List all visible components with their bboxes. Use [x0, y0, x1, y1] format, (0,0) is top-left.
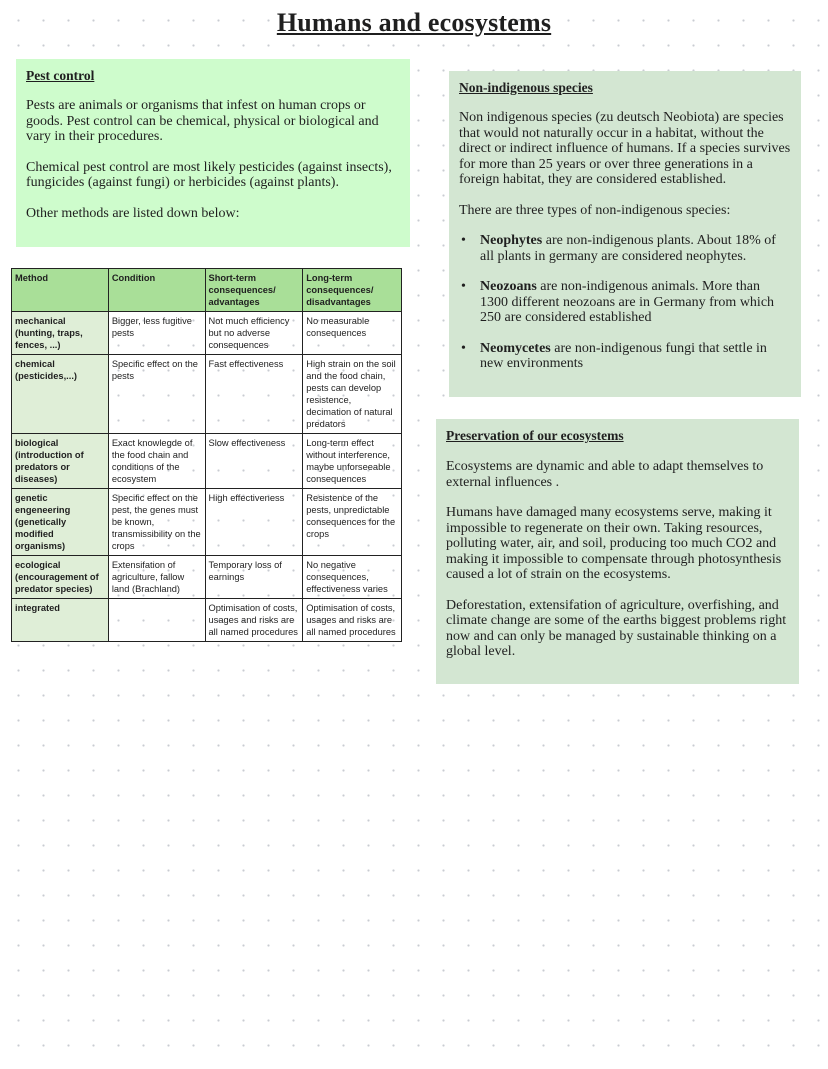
species-term: Neozoans [480, 279, 537, 294]
table-header-row [12, 269, 402, 312]
table-cell: Optimisation of costs, usages and risks are all named procedures [303, 599, 402, 642]
table-row [12, 434, 402, 489]
non-indigenous-paragraph: Non indigenous species (zu deutsch Neobiota) are species that would not naturally occur in a habitat, without the direct or indirect influence of humans. If a species survives for more than 25 years or over three generations in a foreign habitat, they are considered established. [459, 110, 791, 187]
table-cell: Exact knowlegde of the food chain and conditions of the ecosystem [108, 434, 205, 489]
table-cell: Slow effectiveness [205, 434, 303, 489]
non-indigenous-heading: Non-indigenous species [459, 80, 593, 95]
table-cell: Extensifation of agriculture, fallow land (Brachland) [108, 556, 205, 599]
pest-control-box [16, 59, 410, 247]
table-cell [108, 599, 205, 642]
method-cell: genetic engeneering (genetically modified organisms) [12, 489, 109, 556]
table-cell: Resistence of the pests, unpredictable consequences for the crops [303, 489, 402, 556]
table-cell: Long-term effect without interference, maybe unforseeable consequences [303, 434, 402, 489]
method-cell: mechanical (hunting, traps, fences, ...) [12, 312, 109, 355]
pest-control-paragraph: Other methods are listed down below: [26, 205, 240, 221]
page-title: Humans and ecosystems [276, 8, 552, 37]
table-cell: No negative consequences, effectiveness varies [303, 556, 402, 599]
method-cell: ecological (encouragement of predator species) [12, 556, 109, 599]
bullet-icon: • [461, 340, 466, 356]
list-item [459, 233, 791, 264]
bullet-icon: • [461, 279, 466, 294]
species-type-list [459, 233, 791, 372]
preservation-paragraph: Deforestation, extensifation of agriculture, overfishing, and climate change are some of the earths biggest problems right now and can only be managed by sustainable thinking on a global level. [446, 597, 787, 659]
table-cell: Bigger, less fugitive pests [108, 312, 205, 355]
table-cell: High effectiveness [205, 489, 303, 556]
table-cell: Fast effectiveness [205, 355, 303, 434]
table-row [12, 599, 402, 642]
table-cell: Optimisation of costs, usages and risks are all named procedures [205, 599, 303, 642]
table-header-cell: Long-term consequences/ disadvantages [303, 269, 402, 312]
method-cell: chemical (pesticides,...) [12, 355, 109, 434]
preservation-box [436, 419, 799, 684]
table-header-cell: Short-term consequences/ advantages [205, 269, 303, 312]
table-row [12, 556, 402, 599]
pest-control-methods-table [11, 268, 402, 642]
species-term: Neophytes [480, 233, 543, 248]
table-row [12, 355, 402, 434]
preservation-paragraph: Humans have damaged many ecosystems serve, making it impossible to regenerate on their own. Taking resources, polluting water, air, and soil, producing too much CO2 and making it impossible to compensate through photosynthesis caused a lot of strain on the ecosystems. [446, 505, 782, 582]
preservation-paragraph: Ecosystems are dynamic and able to adapt themselves to external influences . [446, 459, 764, 490]
table-header-cell: Method [12, 269, 109, 312]
list-item [459, 341, 791, 372]
list-item [459, 279, 791, 326]
table-row [12, 489, 402, 556]
bullet-icon: • [461, 233, 466, 248]
non-indigenous-species-box [449, 71, 801, 397]
species-description: are non-indigenous fungi that settle in new environments [480, 340, 767, 371]
species-description: are non-indigenous animals. More than 1300 different neozoans are in Germany from which 250 are considered established [480, 279, 775, 325]
species-description: are non-indigenous plants. About 18% of all plants in germany are considered neophytes. [480, 233, 776, 264]
non-indigenous-paragraph: There are three types of non-indigenous species: [459, 202, 731, 218]
table-cell: No measurable consequences [303, 312, 402, 355]
table-cell: Temporary loss of earnings [205, 556, 303, 599]
preservation-heading: Preservation of our ecosystems [446, 428, 624, 443]
table-row [12, 312, 402, 355]
table-cell: Specific effect on the pest, the genes must be known, transmissibility on the crops [108, 489, 205, 556]
pest-control-heading: Pest control [26, 68, 95, 83]
table-cell: Specific effect on the pests [108, 355, 205, 434]
method-cell: biological (introduction of predators or diseases) [12, 434, 109, 489]
pest-control-paragraph: Pests are animals or organisms that infest on human crops or goods. Pest control can be chemical, physical or biological and vary in their procedures. [26, 98, 379, 144]
table-cell: Not much efficiency but no adverse consequences [205, 312, 303, 355]
table-header-cell: Condition [108, 269, 205, 312]
species-term: Neomycetes [480, 340, 551, 356]
method-cell: integrated [12, 599, 109, 642]
table-cell: High strain on the soil and the food chain, pests can develop resistence, decimation of natural predators [303, 355, 402, 434]
pest-control-paragraph: Chemical pest control are most likely pesticides (against insects), fungicides (against fungi) or herbicides (against plants). [26, 159, 392, 190]
